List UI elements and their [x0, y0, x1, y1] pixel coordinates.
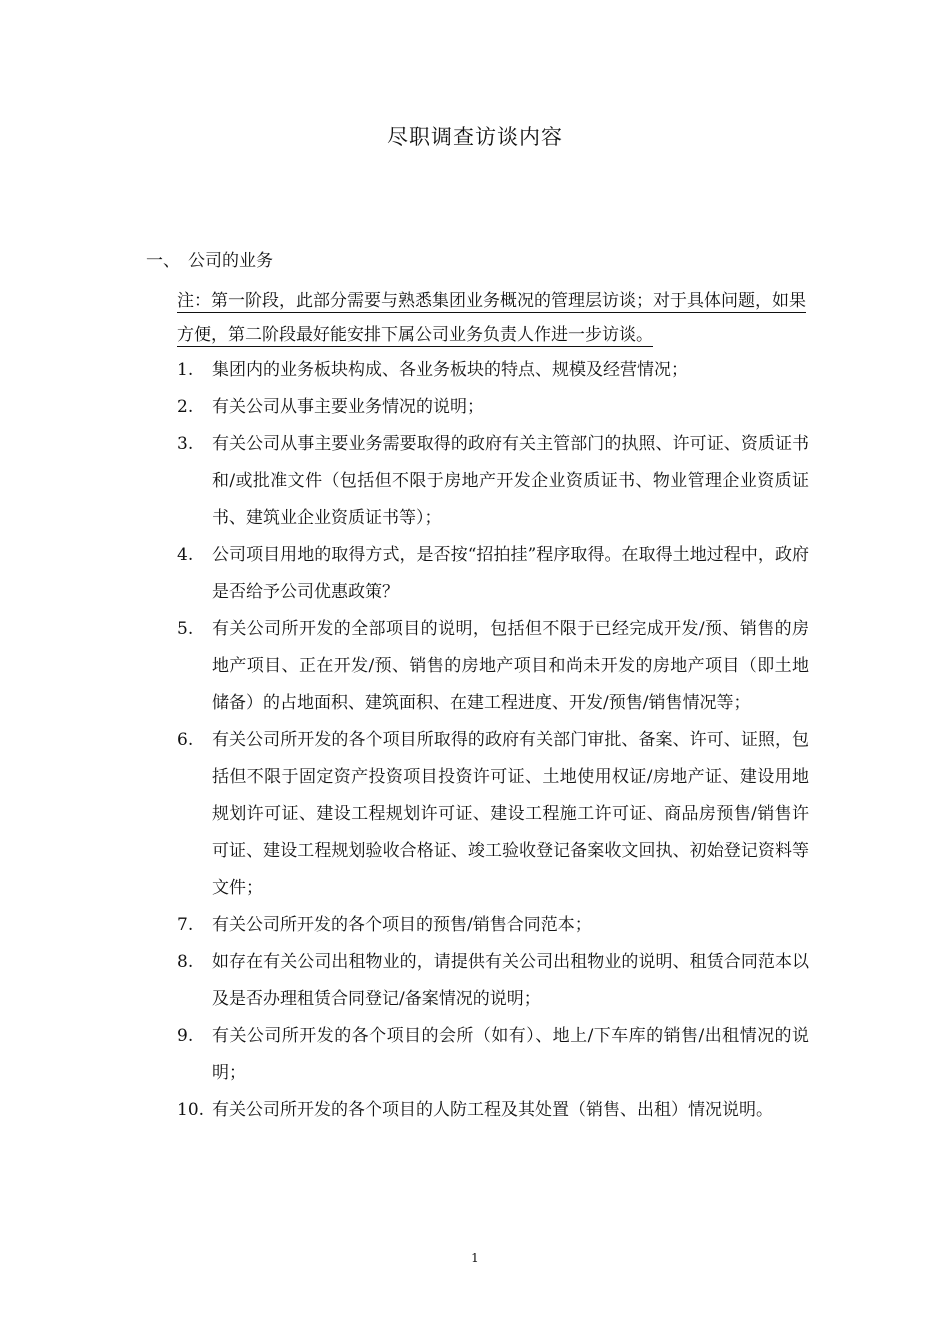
list-item	[177, 611, 809, 722]
item-number: 9.	[177, 1026, 194, 1046]
list-item	[177, 1092, 809, 1129]
section-number: 一、	[146, 251, 180, 271]
item-text: 有关公司所开发的各个项目所取得的政府有关部门审批、备案、许可、证照，包括但不限于固定资产投资项目投资许可证、土地使用权证/房地产证、建设用地规划许可证、建设工程规划许可证、建设工程施工许可证、商品房预售/销售许可证、建设工程规划验收合格证、竣工验收登记备案收文回执、初始登记资料等文件；	[212, 730, 809, 898]
section-heading	[146, 246, 273, 271]
list-item	[177, 426, 809, 537]
item-text: 有关公司所开发的全部项目的说明，包括但不限于已经完成开发/预、销售的房地产项目、正在开发/预、销售的房地产项目和尚未开发的房地产项目（即土地储备）的占地面积、建筑面积、在建工程进度、开发/预售/销售情况等；	[212, 619, 809, 713]
page-number: 1	[471, 1251, 479, 1265]
list-item	[177, 389, 809, 426]
item-text: 有关公司所开发的各个项目的会所（如有）、地上/下车库的销售/出租情况的说明；	[212, 1026, 809, 1083]
item-text: 有关公司从事主要业务情况的说明；	[212, 397, 484, 417]
item-number: 4.	[177, 545, 194, 565]
item-text: 有关公司所开发的各个项目的人防工程及其处置（销售、出租）情况说明。	[212, 1100, 773, 1120]
section-note	[177, 284, 809, 352]
item-text: 公司项目用地的取得方式，是否按“招拍挂”程序取得。在取得土地过程中，政府是否给予公司优惠政策？	[212, 545, 809, 602]
item-number: 10.	[177, 1100, 205, 1120]
list-item	[177, 722, 809, 907]
document-title: 尽职调查访谈内容	[387, 125, 563, 149]
list-item	[177, 944, 809, 1018]
list-item	[177, 537, 809, 611]
business-items-list	[177, 352, 809, 1129]
item-text: 如存在有关公司出租物业的，请提供有关公司出租物业的说明、租赁合同范本以及是否办理租赁合同登记/备案情况的说明；	[212, 952, 809, 1009]
section-title: 公司的业务	[188, 251, 273, 271]
item-number: 7.	[177, 915, 194, 935]
item-text: 集团内的业务板块构成、各业务板块的特点、规模及经营情况；	[212, 360, 688, 380]
item-number: 6.	[177, 730, 194, 750]
item-text: 有关公司从事主要业务需要取得的政府有关主管部门的执照、许可证、资质证书和/或批准文件（包括但不限于房地产开发企业资质证书、物业管理企业资质证书、建筑业企业资质证书等）；	[212, 434, 809, 528]
item-number: 8.	[177, 952, 194, 972]
note-text: 注：第一阶段，此部分需要与熟悉集团业务概况的管理层访谈；对于具体问题，如果方便，第二阶段最好能安排下属公司业务负责人作进一步访谈。	[177, 291, 806, 345]
list-item	[177, 352, 809, 389]
item-number: 1.	[177, 360, 194, 380]
item-number: 2.	[177, 397, 194, 417]
item-text: 有关公司所开发的各个项目的预售/销售合同范本；	[212, 915, 592, 935]
item-number: 5.	[177, 619, 194, 639]
list-item	[177, 1018, 809, 1092]
list-item	[177, 907, 809, 944]
item-number: 3.	[177, 434, 194, 454]
